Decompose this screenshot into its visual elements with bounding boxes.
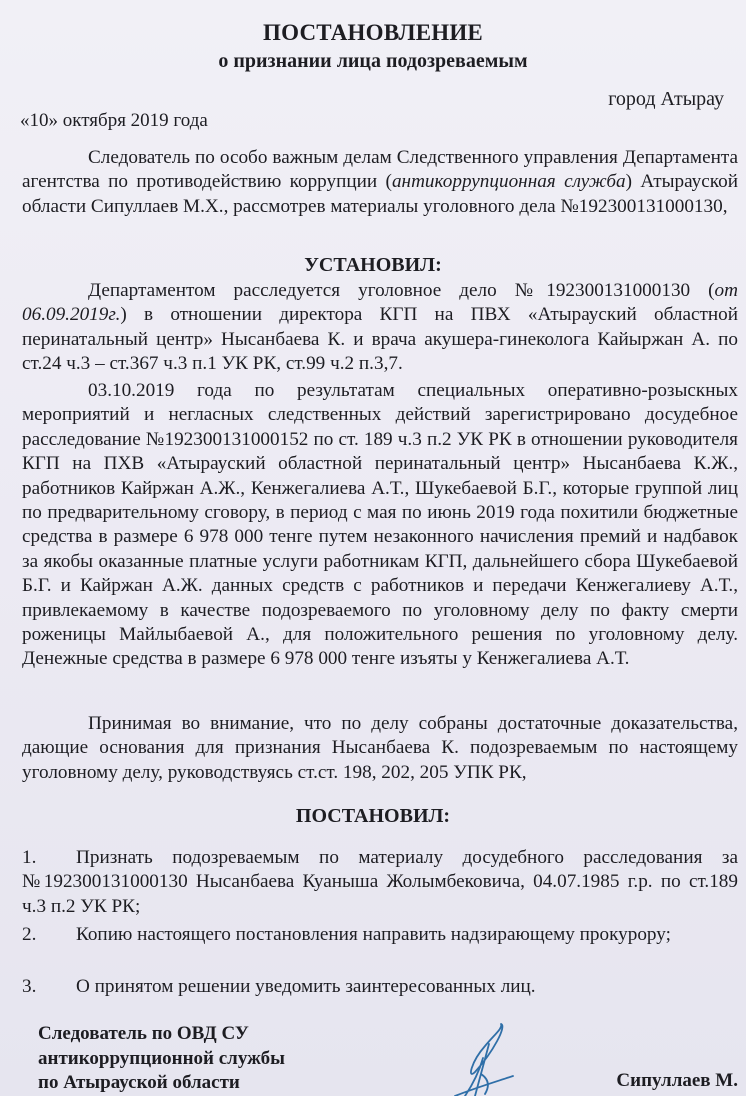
document-date: «10» октября 2019 года (20, 110, 208, 131)
intro-paragraph (22, 146, 738, 219)
established-paragraph-2: 03.10.2019 года по результатам специальных оперативно-розыскных мероприятий и негласных следственных действий зарегистрировано досудебное расследование №192300131000152 по ст. 189 ч.3 п.2 УК РК в отношении руководителя КГП на ПХВ «Атырауский областной перинатальный центр» Нысанбаева К.Ж., работников Кайржан А.Ж., Кенжегалиева А.Т., Шукебаевой Б.Г., которые группой лиц по предварительному сговору, в период с мая по июнь 2019 года похитили бюджетные средства в размере 6 978 000 тенге путем незаконного начисления премий и надбавок за якобы оказанные платные услуги работникам КГП, дальнейшего сбора Шукебаевой Б.Г. и Кайржан А.Ж. данных средств с работников и передачи Кенжегалиеву А.Т., привлекаемому в качестве подозреваемого по уголовному делу по факту смерти роженицы Майлыбаевой А., для положительного решения по уголовному делу. Денежные средства в размере 6 978 000 тенге изъяты у Кенжегалиева А.Т. (22, 380, 738, 670)
established-paragraph-1 (22, 279, 738, 377)
intro-text-b: ) Атырауской области Сипуллаев М.Х., рассмотрев материалы уголовного дела №192300131000130, (22, 171, 738, 217)
handwritten-signature (445, 1022, 535, 1096)
item-number: 1. (22, 847, 37, 868)
p1-text-b: ) в отношении директора КГП на ПВХ «Атырауский областной перинатальный центр» Нысанбаева К. и врача акушера-гинеколога Кайыржан А. по ст.24 ч.3 – ст.367 ч.3 п.1 УК РК, ст.99 ч.2 п.3,7. (22, 304, 738, 375)
signer-name: Сипуллаев М. (616, 1070, 738, 1091)
document-subtitle: о признании лица подозреваемым (218, 50, 528, 72)
item-text: О принятом решении уведомить заинтересованных лиц. (76, 976, 536, 997)
resolved-heading: ПОСТАНОВИЛ: (295, 805, 451, 827)
signer-position-line: Следователь по ОВД СУ (38, 1023, 249, 1044)
item-text: Признать подозреваемым по материалу досудебного расследования за №192300131000130 Нысанбаева Куаныша Жолымбековича, 04.07.1985 г.р. по ст.189 ч.3 п.2 УК РК; (22, 847, 738, 917)
intro-text-a: Следователь по особо важным делам Следственного управления Департамента агентства по противодействию коррупции ( (22, 147, 738, 193)
resolution-item (22, 846, 738, 919)
signer-position-line: антикоррупционной службы (38, 1047, 285, 1069)
city: город Атырау (608, 88, 724, 110)
document-title: ПОСТАНОВЛЕНИЕ (263, 20, 483, 45)
p1-text-a: Департаментом расследуется уголовное дело №192300131000130 ( (88, 280, 715, 301)
signer-position (38, 1022, 285, 1096)
signer-position-line: по Атырауской области (38, 1072, 240, 1093)
established-paragraph-3: Принимая во внимание, что по делу собраны достаточные доказательства, дающие основания для признания Нысанбаева К. подозреваемым по настоящему уголовному делу, руководствуясь ст.ст. 198, 202, 205 УПК РК, (22, 713, 738, 783)
item-number: 2. (22, 924, 37, 945)
item-text: Копию настоящего постановления направить надзирающему прокурору; (76, 924, 671, 945)
established-heading: УСТАНОВИЛ: (304, 254, 442, 276)
p1-italic: от 06.09.2019г. (22, 280, 738, 326)
intro-italic: антикоррупционная служба (391, 171, 626, 193)
resolution-item (22, 923, 738, 947)
item-number: 3. (22, 976, 37, 997)
resolution-item (22, 975, 738, 999)
